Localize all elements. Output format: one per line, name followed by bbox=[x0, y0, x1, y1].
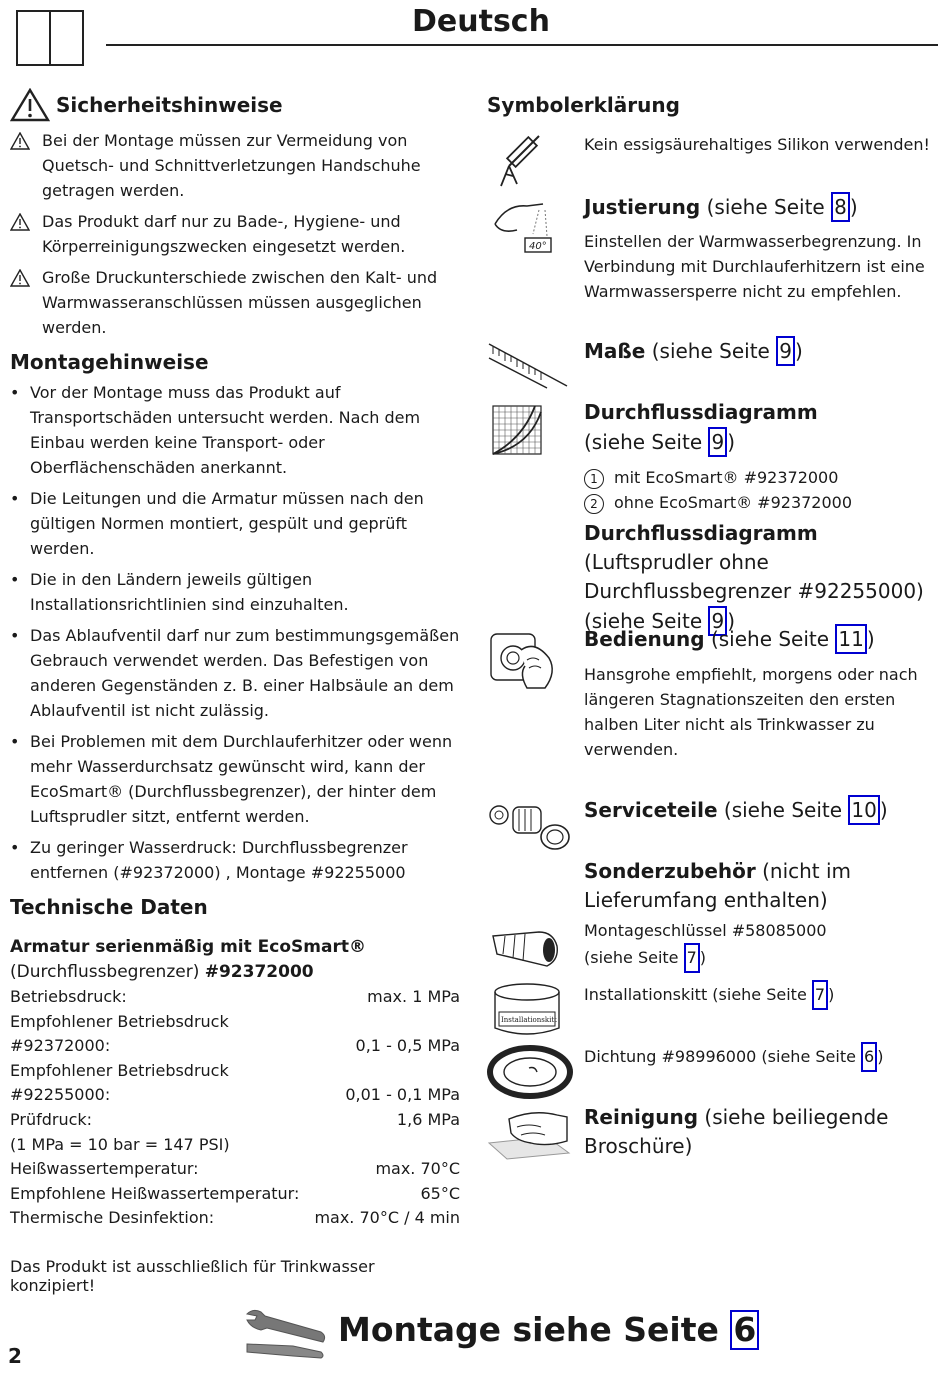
silicone-gun-icon bbox=[487, 132, 547, 192]
assembly-item-text: Bei Problemen mit dem Durchlauferhitzer oder wenn mehr Wasserdurchsatz gewünscht wird, kann der EcoSmart® (Durchflussbegrenzer), der hinter dem Luftsprudler sitzt, entfernt werden. bbox=[30, 732, 453, 826]
safety-title: Sicherheitshinweise bbox=[56, 93, 283, 117]
ruler-icon bbox=[487, 340, 571, 390]
assembly-item: • Bei Problemen mit dem Durchlauferhitzer oder wenn mehr Wasserdurchsatz gewünscht wird, kann der EcoSmart® (Durchflussbegrenzer), der hinter dem Luftsprudler sitzt, entfernt werden. bbox=[10, 729, 460, 829]
symbol-flow-diagram-2 bbox=[487, 519, 942, 633]
putty-can-icon bbox=[487, 980, 573, 1042]
safety-item bbox=[10, 265, 460, 340]
symbol-mounting-key bbox=[487, 918, 942, 978]
assembly-title: Montagehinweise bbox=[10, 350, 209, 374]
tech-row bbox=[10, 1059, 460, 1084]
symbol-silicone bbox=[487, 132, 942, 192]
symbol-operation bbox=[487, 624, 942, 759]
tech-row bbox=[10, 1206, 460, 1231]
page-link-montage[interactable]: 6 bbox=[730, 1310, 759, 1350]
close-paren: ) bbox=[699, 948, 707, 967]
kitt-text: Installationskitt (siehe Seite bbox=[584, 985, 812, 1004]
dim-ref: (siehe Seite bbox=[651, 339, 777, 363]
tech-label: Empfohlener Betriebsdruck bbox=[10, 1011, 229, 1031]
symbol-cleaning bbox=[487, 1103, 942, 1173]
close-paren: ) bbox=[877, 1047, 884, 1066]
mounting-key-icon bbox=[487, 924, 573, 974]
warning-icon bbox=[10, 132, 30, 150]
service-ref: (siehe Seite bbox=[723, 798, 849, 822]
seal-line bbox=[584, 1042, 944, 1072]
warning-triangle-icon bbox=[10, 88, 50, 122]
tech-title: Technische Daten bbox=[10, 895, 208, 919]
operation-heading bbox=[584, 624, 944, 654]
close-paren: ) bbox=[727, 609, 736, 633]
tech-row bbox=[10, 1034, 460, 1059]
wrench-screwdriver-icon bbox=[243, 1306, 327, 1360]
op-title: Bedienung bbox=[584, 627, 705, 651]
tech-row bbox=[10, 1133, 460, 1158]
tech-row bbox=[10, 1157, 460, 1182]
safety-item-text: Das Produkt darf nur zu Bade-, Hygiene- und Körperreinigungszwecken eingesetzt werden. bbox=[42, 212, 406, 256]
assembly-item-text: Vor der Montage muss das Produkt auf Transportschäden untersucht werden. Nach dem Einbau werden keine Transport- oder Oberflächenschäden anerkannt. bbox=[30, 383, 421, 477]
header-rule bbox=[106, 44, 938, 46]
symbol-seal bbox=[487, 1042, 942, 1102]
assembly-item: • Die in den Ländern jeweils gültigen Installationsrichtlinien sind einzuhalten. bbox=[10, 567, 460, 617]
assembly-item-text: Das Ablaufventil darf nur zum bestimmungsgemäßen Gebrauch verwendet werden. Das Befestigen von anderen Gegenständen z. B. einer Halbsäule an dem Ablaufventil ist nicht zulässig. bbox=[30, 626, 460, 720]
adjust-text: Einstellen der Warmwasserbegrenzung. In Verbindung mit Durchlauferhitzern ist eine Warmwassersperre nicht zu empfehlen. bbox=[584, 232, 925, 301]
tech-value: 1,6 MPa bbox=[396, 1109, 460, 1129]
close-paren: ) bbox=[849, 195, 858, 219]
tech-label: Thermische Desinfektion: bbox=[10, 1208, 215, 1228]
left-column bbox=[10, 88, 460, 1295]
page-link-adjust[interactable]: 8 bbox=[831, 192, 850, 222]
key-ref: (siehe Seite bbox=[584, 948, 684, 967]
assembly-item-text: Die Leitungen und die Armatur müssen nach den gültigen Normen montiert, gespült und geprüft werden. bbox=[30, 489, 424, 558]
circled-number-1: 1 bbox=[584, 469, 604, 489]
symbol-flow-diagram bbox=[487, 398, 942, 518]
close-paren: ) bbox=[866, 627, 875, 651]
cleaning-hand-icon bbox=[487, 1107, 573, 1161]
op-ref: (siehe Seite bbox=[710, 627, 836, 651]
operation-text: Hansgrohe empfiehlt, morgens oder nach längeren Stagnationszeiten den ersten halben Liter nicht als Trinkwasser zu verwenden. bbox=[584, 665, 918, 759]
flow-diagram-icon bbox=[487, 402, 547, 460]
assembly-item-text: Zu geringer Wasserdruck: Durchflussbegrenzer entfernen (#92372000) , Montage #92255000 bbox=[30, 838, 408, 882]
montage-text: Montage siehe Seite bbox=[338, 1310, 731, 1349]
adjust-title: Justierung bbox=[584, 195, 701, 219]
warning-icon bbox=[10, 269, 30, 287]
clean-ref: (siehe beiliegende Broschüre) bbox=[584, 1105, 889, 1158]
service-parts-icon bbox=[487, 797, 573, 853]
warning-icon bbox=[10, 213, 30, 231]
circled-number-2: 2 bbox=[584, 494, 604, 514]
book-icon bbox=[16, 10, 84, 66]
safety-item bbox=[10, 128, 460, 203]
close-paren: ) bbox=[727, 430, 736, 454]
accessories-heading bbox=[584, 857, 944, 915]
flow-item-text: ohne EcoSmart® #92372000 bbox=[614, 493, 853, 512]
tech-label: Heißwassertemperatur: bbox=[10, 1159, 199, 1179]
close-paren: ) bbox=[828, 985, 835, 1004]
putty-label: Installationskitt bbox=[501, 1016, 557, 1024]
flow2-heading bbox=[584, 519, 944, 636]
tech-label: #92255000: bbox=[10, 1085, 111, 1105]
hand-operation-icon bbox=[487, 626, 559, 692]
tech-value: 65°C bbox=[420, 1183, 460, 1203]
page-number: 2 bbox=[8, 1344, 22, 1368]
flow-item-text: mit EcoSmart® #92372000 bbox=[614, 468, 839, 487]
thermostat-adjust-icon bbox=[487, 194, 557, 256]
close-paren: ) bbox=[879, 798, 888, 822]
seal-ring-icon bbox=[487, 1044, 573, 1100]
montage-reference bbox=[338, 1310, 759, 1350]
silicone-text: Kein essigsäurehaltiges Silikon verwenden! bbox=[584, 135, 930, 154]
tech-subtitle bbox=[10, 935, 460, 985]
tech-sub-code: #92372000 bbox=[204, 962, 314, 982]
tech-row bbox=[10, 985, 460, 1010]
tech-row bbox=[10, 1010, 460, 1035]
tech-row bbox=[10, 1182, 460, 1207]
tech-label: Empfohlene Heißwassertemperatur: bbox=[10, 1183, 300, 1203]
adjust-ref: (siehe Seite bbox=[706, 195, 832, 219]
service-heading bbox=[584, 795, 944, 825]
language-title: Deutsch bbox=[412, 4, 550, 39]
flow2-text: (Luftsprudler ohne Durchflussbegrenzer #92255000) (siehe Seite bbox=[584, 550, 924, 633]
flow2-title: Durchflussdiagramm bbox=[584, 521, 818, 545]
flow-ref: (siehe Seite bbox=[584, 430, 709, 454]
page-link-flow[interactable]: 9 bbox=[708, 427, 727, 457]
tech-value: max. 1 MPa bbox=[367, 987, 460, 1006]
service-title: Serviceteile bbox=[584, 798, 718, 822]
close-paren: ) bbox=[794, 339, 803, 363]
tech-value: max. 70°C bbox=[375, 1159, 460, 1179]
acc-ref: (nicht im Lieferumfang enthalten) bbox=[584, 859, 852, 912]
flow-item bbox=[584, 465, 944, 490]
symbol-accessories bbox=[487, 857, 942, 917]
clean-title: Reinigung bbox=[584, 1105, 699, 1129]
page-link-kitt[interactable]: 7 bbox=[812, 980, 828, 1010]
safety-item-text: Große Druckunterschiede zwischen den Kalt- und Warmwasseranschlüssen müssen ausgeglichen werden. bbox=[42, 268, 438, 337]
tech-label: Betriebsdruck: bbox=[10, 987, 127, 1006]
assembly-item: • Zu geringer Wasserdruck: Durchflussbegrenzer entfernen (#92372000) , Montage #92255000 bbox=[10, 835, 460, 885]
cleaning-heading bbox=[584, 1103, 944, 1161]
dimensions-heading bbox=[584, 336, 944, 366]
tech-sub-bold: Armatur serienmäßig mit EcoSmart® bbox=[10, 937, 366, 957]
flow-item bbox=[584, 490, 944, 515]
flow-title: Durchflussdiagramm bbox=[584, 400, 818, 424]
dim-title: Maße bbox=[584, 339, 646, 363]
safety-item bbox=[10, 209, 460, 259]
tech-label: Prüfdruck: bbox=[10, 1109, 93, 1129]
key-ref-line bbox=[584, 943, 944, 973]
page-link-key[interactable]: 7 bbox=[684, 943, 700, 973]
tech-label: (1 MPa = 10 bar = 147 PSI) bbox=[10, 1134, 230, 1154]
thermometer-label: 40° bbox=[529, 241, 547, 252]
tech-row bbox=[10, 1108, 460, 1133]
key-text: Montageschlüssel #58085000 bbox=[584, 921, 827, 940]
symbol-adjustment bbox=[487, 192, 942, 312]
page-link-flow2[interactable]: 9 bbox=[708, 606, 727, 636]
seal-text: Dichtung #98996000 (siehe Seite bbox=[584, 1047, 862, 1066]
flow-heading bbox=[584, 398, 944, 457]
assembly-item: • Die Leitungen und die Armatur müssen nach den gültigen Normen montiert, gespült und geprüft werden. bbox=[10, 486, 460, 561]
assembly-item: • Das Ablaufventil darf nur zum bestimmungsgemäßen Gebrauch verwendet werden. Das Befestigen von anderen Gegenständen z. B. einer Halbsäule an dem Ablaufventil ist nicht zulässig. bbox=[10, 623, 460, 723]
adjust-heading bbox=[584, 192, 944, 222]
kitt-line bbox=[584, 980, 944, 1010]
symbols-title: Symbolerklärung bbox=[487, 93, 680, 117]
tech-value: 0,1 - 0,5 MPa bbox=[355, 1036, 460, 1056]
symbol-installation-putty bbox=[487, 980, 942, 1042]
page-link-service[interactable]: 10 bbox=[848, 795, 879, 825]
tech-row bbox=[10, 1083, 460, 1108]
tech-value: 0,01 - 0,1 MPa bbox=[345, 1085, 460, 1105]
tech-table bbox=[10, 985, 460, 1231]
page-link-dimensions[interactable]: 9 bbox=[776, 336, 795, 366]
tech-sub-normal: (Durchflussbegrenzer) bbox=[10, 962, 205, 982]
page-link-operation[interactable]: 11 bbox=[835, 624, 866, 654]
drinking-water-note: Das Produkt ist ausschließlich für Trinkwasser konzipiert! bbox=[10, 1256, 375, 1295]
tech-value: max. 70°C / 4 min bbox=[314, 1208, 460, 1228]
safety-item-text: Bei der Montage müssen zur Vermeidung von Quetsch- und Schnittverletzungen Handschuhe getragen werden. bbox=[42, 131, 421, 200]
safety-heading bbox=[10, 88, 460, 122]
tech-label: Empfohlener Betriebsdruck bbox=[10, 1060, 229, 1080]
assembly-item-text: Die in den Ländern jeweils gültigen Installationsrichtlinien sind einzuhalten. bbox=[30, 570, 349, 614]
symbol-service-parts bbox=[487, 795, 942, 855]
page-link-seal[interactable]: 6 bbox=[861, 1042, 877, 1072]
assembly-item: • Vor der Montage muss das Produkt auf Transportschäden untersucht werden. Nach dem Einbau werden keine Transport- oder Oberflächenschäden anerkannt. bbox=[10, 380, 460, 480]
acc-title: Sonderzubehör bbox=[584, 859, 756, 883]
tech-label: #92372000: bbox=[10, 1036, 111, 1056]
symbol-dimensions bbox=[487, 336, 942, 396]
